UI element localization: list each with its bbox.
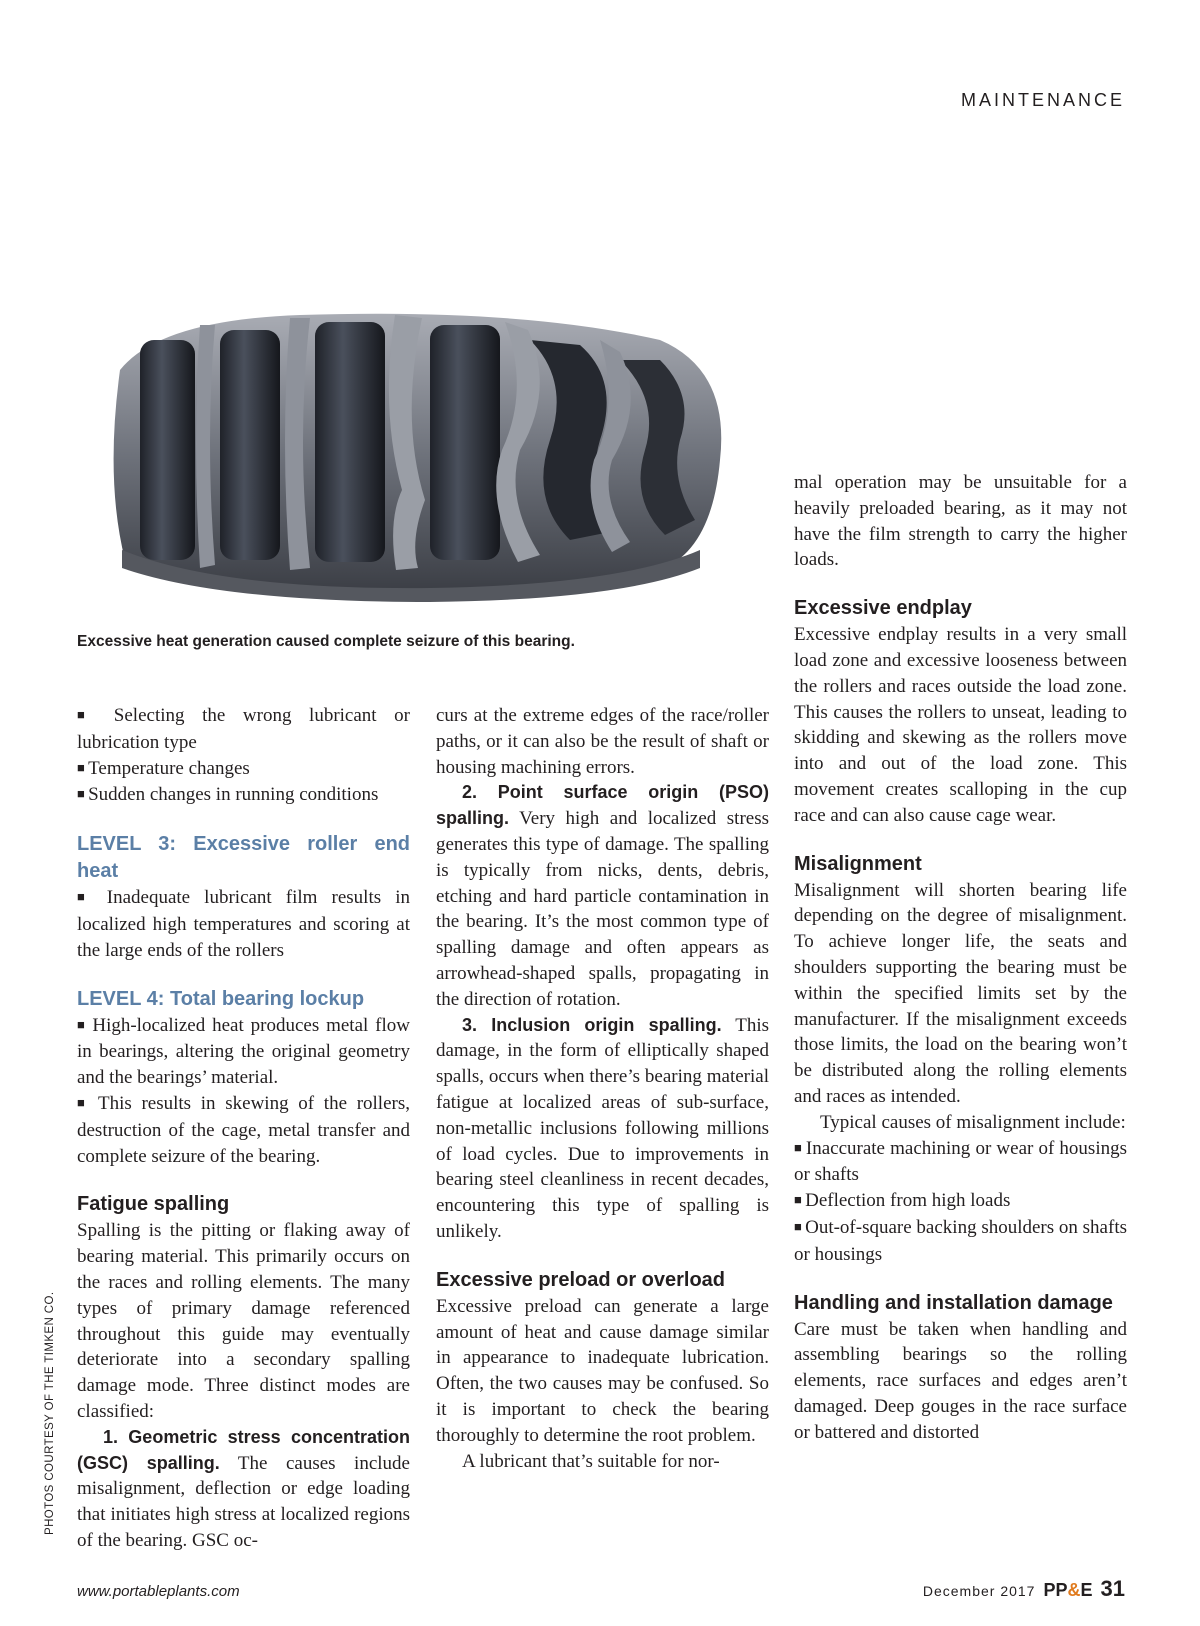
footer-folio [923, 1576, 1125, 1602]
misalignment-heading: Misalignment [794, 852, 922, 875]
continued-paragraph: curs at the extreme edges of the race/roller paths, or it can also be the result of shaft or housing machining errors. [436, 705, 769, 778]
list-item: ■ Selecting the wrong lubricant or lubrication type [77, 703, 410, 756]
endplay-heading: Excessive endplay [794, 597, 972, 620]
gsc-paragraph [77, 1425, 410, 1554]
magazine-logo [1043, 1580, 1092, 1601]
issue-date: December 2017 [922, 1583, 1036, 1599]
logo-e: E [1080, 1580, 1093, 1600]
list-item: ■ Temperature changes [77, 756, 410, 783]
handling-heading: Handling and installation damage [794, 1291, 1113, 1314]
logo-amp: & [1067, 1580, 1081, 1600]
bearing-photo [100, 300, 740, 605]
level-3-heading: LEVEL 3: Excessive roller end heat [77, 833, 410, 883]
inclusion-paragraph [436, 1013, 769, 1245]
list-item: ■ High-localized heat produces metal flow in bearings, altering the original geometry and the bearings’ material. [77, 1013, 410, 1091]
endplay-paragraph: Excessive endplay results in a very small load zone and excessive looseness between the rollers and races outside the load zone. This causes the rollers to unseat, leading to skidding and skewing as the rollers move into and out of the load zone. This movement creates scalloping in the cup race and can also cause cage wear. [794, 624, 1127, 826]
pso-heading: 2. Point surface origin (PSO) spalling. [436, 782, 769, 829]
section-label: MAINTENANCE [960, 90, 1125, 110]
list-item: ■ Inadequate lubricant film results in localized high temperatures and scoring at the large ends of the rollers [77, 885, 410, 963]
list-item: ■ Inaccurate machining or wear of housings or shafts [794, 1136, 1127, 1189]
list-item: ■ Sudden changes in running conditions [77, 782, 410, 809]
continued-paragraph: mal operation may be unsuitable for a heavily preloaded bearing, as it may not have the film strength to carry the higher loads. [794, 472, 1127, 571]
column-3 [794, 470, 1127, 1446]
level-4-heading: LEVEL 4: Total bearing lockup [77, 987, 365, 1010]
footer-url[interactable]: www.portableplants.com [77, 1583, 240, 1600]
preload-heading: Excessive preload or overload [436, 1268, 726, 1291]
fatigue-spalling-paragraph: Spalling is the pitting or flaking away of bearing material. This primarily occurs on the races and rolling elements. The many types of primary damage referenced throughout this guide may eventually deteriorate into a secondary spalling damage mode. Three distinct modes are classified: [77, 1220, 410, 1422]
typical-causes-paragraph: Typical causes of misalignment include: [820, 1111, 1126, 1133]
page-number: 31 [1100, 1576, 1125, 1601]
inclusion-heading: 3. Inclusion origin spalling. [462, 1014, 722, 1035]
misalignment-paragraph: Misalignment will shorten bearing life depending on the degree of misalignment. To achieve longer life, the seats and shoulders supporting the bearing must be within the specified limits set by the manufacturer. If the misalignment exceeds those limits, the load on the bearing won’t be distributed along the rolling elements and races as intended. [794, 879, 1127, 1107]
fatigue-spalling-heading: Fatigue spalling [77, 1193, 230, 1216]
list-item: ■ Deflection from high loads [794, 1188, 1127, 1215]
lubricant-paragraph: A lubricant that’s suitable for nor- [462, 1450, 720, 1472]
preload-paragraph: Excessive preload can generate a large amount of heat and cause damage similar in appearance to inadequate lubrication. Often, the two causes may be confused. So it is important to check the bearing thoroughly to determine the root problem. [436, 1295, 769, 1446]
gsc-heading: 1. Geometric stress concentration (GSC) spalling. [77, 1426, 410, 1473]
seized-bearing-image [100, 300, 740, 605]
photo-credit: PHOTOS COURTESY OF THE TIMKEN CO. [44, 1291, 56, 1535]
logo-pp: PP [1043, 1580, 1068, 1600]
figure-caption: Excessive heat generation caused complete seizure of this bearing. [77, 633, 575, 650]
inclusion-text: This damage, in the form of elliptically shaped spalls, occurs when there’s bearing material fatigue at localized areas of sub-surface, non-metallic inclusions following millions of load cycles. Due to improvements in bearing steel cleanliness in recent decades, encountering this type of spalling is unlikely. [436, 1014, 769, 1242]
handling-paragraph: Care must be taken when handling and assembling bearings so the rolling elements, race surfaces and edges aren’t damaged. Deep gouges in the race surface or battered and distorted [794, 1318, 1127, 1443]
list-item: ■ Out-of-square backing shoulders on shafts or housings [794, 1215, 1127, 1268]
column-1 [77, 703, 410, 1554]
pso-paragraph [436, 780, 769, 1012]
gsc-text: The causes include misalignment, deflection or edge loading that initiates high stress at localized regions of the bearing. GSC oc- [77, 1452, 410, 1551]
list-item: ■ This results in skewing of the rollers, destruction of the cage, metal transfer and complete seizure of the bearing. [77, 1091, 410, 1169]
pso-text: Very high and localized stress generates this type of damage. The spalling is typically from nicks, dents, debris, etching and hard particle contamination in the bearing. It’s the most common type of spalling damage and often appears as arrowhead-shaped spalls, propagating in the direction of rotation. [436, 808, 769, 1010]
column-2 [436, 703, 769, 1474]
